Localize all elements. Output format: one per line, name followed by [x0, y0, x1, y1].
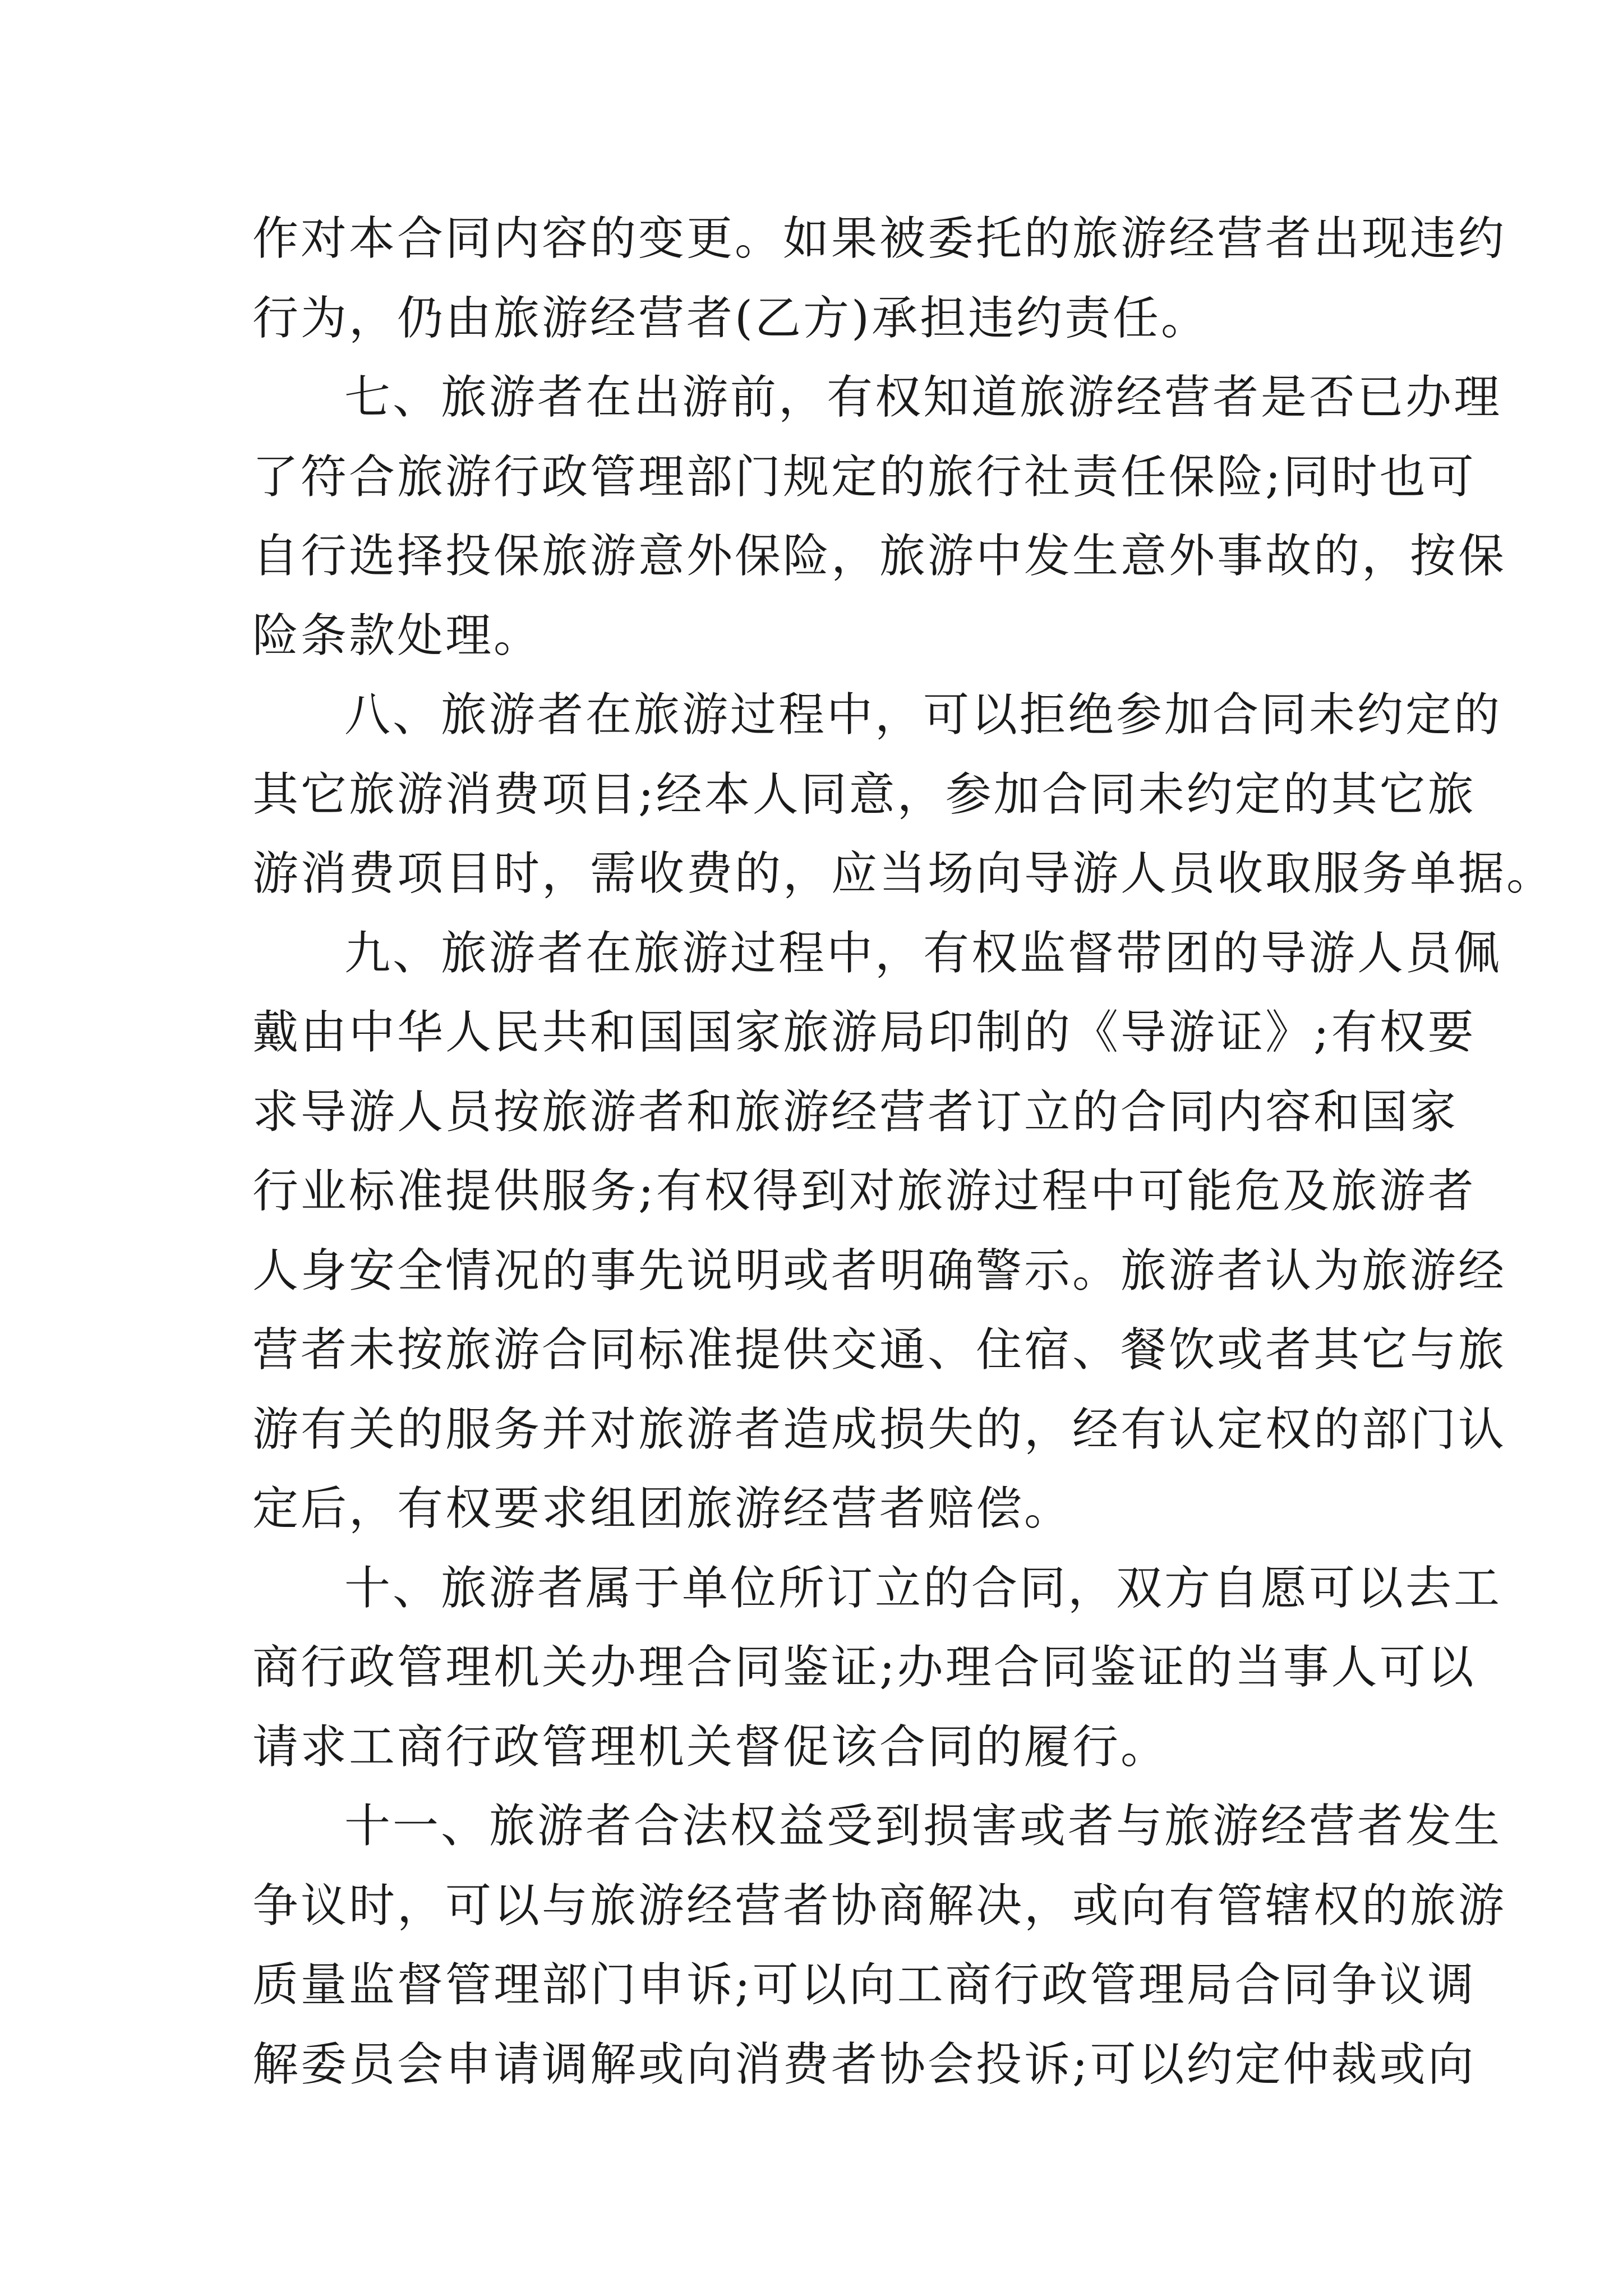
contract-body-text	[252, 199, 1555, 2104]
paragraph-seven-start: 七、旅游者在出游前，有权知道旅游经营者是否已办理	[344, 371, 1502, 424]
text-line: 游消费项目时，需收费的，应当场向导游人员收取服务单据。	[252, 847, 1555, 900]
paragraph-eight-start: 八、旅游者在旅游过程中，可以拒绝参加合同未约定的	[344, 688, 1502, 742]
paragraph-nine-start: 九、旅游者在旅游过程中，有权监督带团的导游人员佩	[344, 926, 1502, 980]
text-line: 营者未按旅游合同标准提供交通、住宿、餐饮或者其它与旅	[252, 1323, 1507, 1377]
text-line: 争议时，可以与旅游经营者协商解决，或向有管辖权的旅游	[252, 1879, 1507, 1932]
text-line: 求导游人员按旅游者和旅游经营者订立的合同内容和国家	[252, 1085, 1459, 1139]
text-line: 定后，有权要求组团旅游经营者赔偿。	[252, 1482, 1073, 1535]
text-line: 险条款处理。	[252, 609, 542, 662]
paragraph-ten-start: 十、旅游者属于单位所订立的合同，双方自愿可以去工	[344, 1561, 1502, 1615]
paragraph-eleven-start: 十一、旅游者合法权益受到损害或者与旅游经营者发生	[344, 1800, 1502, 1853]
text-line: 行业标准提供服务;有权得到对旅游过程中可能危及旅游者	[252, 1165, 1476, 1218]
text-line: 游有关的服务并对旅游者造成损失的，经有认定权的部门认	[252, 1402, 1507, 1456]
text-line: 其它旅游消费项目;经本人同意，参加合同未约定的其它旅	[252, 767, 1476, 821]
text-line: 请求工商行政管理机关督促该合同的履行。	[252, 1720, 1169, 1774]
text-line: 戴由中华人民共和国国家旅游局印制的《导游证》;有权要	[252, 1006, 1476, 1059]
text-line: 商行政管理机关办理合同鉴证;办理合同鉴证的当事人可以	[252, 1641, 1476, 1694]
text-line: 质量监督管理部门申诉;可以向工商行政管理局合同争议调	[252, 1958, 1476, 2012]
text-line: 人身安全情况的事先说明或者明确警示。旅游者认为旅游经	[252, 1244, 1507, 1297]
text-line: 了符合旅游行政管理部门规定的旅行社责任保险;同时也可	[252, 450, 1476, 504]
text-line: 行为，仍由旅游经营者(乙方)承担违约责任。	[252, 291, 1209, 345]
text-line: 自行选择投保旅游意外保险，旅游中发生意外事故的，按保	[252, 530, 1507, 583]
text-line: 解委员会申请调解或向消费者协会投诉;可以约定仲裁或向	[252, 2037, 1476, 2091]
text-line: 作对本合同内容的变更。如果被委托的旅游经营者出现违约	[252, 212, 1507, 265]
